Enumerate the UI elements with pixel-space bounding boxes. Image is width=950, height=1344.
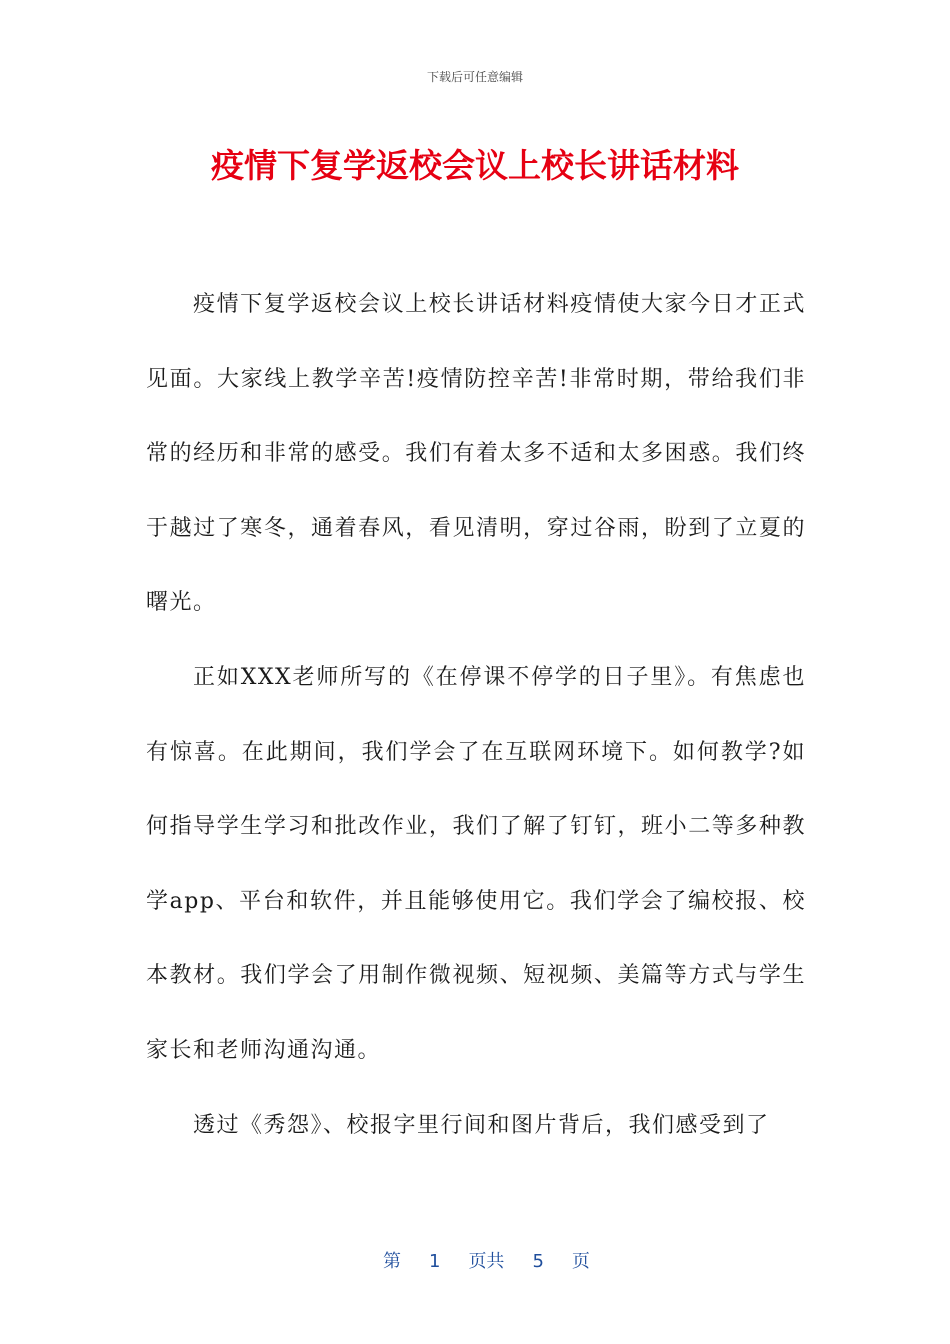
- page-footer: [0, 1226, 950, 1294]
- footer-total-pages: 5: [532, 1251, 544, 1272]
- header-note: 下载后可任意编辑: [426, 70, 523, 84]
- paragraph-3: 透过《秀怨》、校报字里行间和图片背后，我们感受到了: [193, 1112, 770, 1138]
- document-title: 疫情下复学返校会议上校长讲话材料: [211, 146, 739, 185]
- footer-current-page: 1: [428, 1251, 441, 1272]
- document-body: [146, 268, 806, 1163]
- footer-suffix: 页: [571, 1251, 590, 1272]
- footer-prefix: 第: [382, 1251, 401, 1272]
- footer-middle: 页共: [468, 1251, 505, 1272]
- paragraph-1: 疫情下复学返校会议上校长讲话材料疫情使大家今日才正式见面。大家线上教学辛苦!疫情防控辛苦!非常时期，带给我们非常的经历和非常的感受。我们有着太多不适和太多困惑。我们终于越过了寒冬，通着春风，看见清明，穿过谷雨，盼到了立夏的曙光。: [146, 292, 806, 616]
- paragraph-2: 正如XXX老师所写的《在停课不停学的日子里》。有焦虑也有惊喜。在此期间，我们学会了在互联网环境下。如何教学?如何指导学生学习和批改作业，我们了解了钉钉，班小二等多种教学app、平台和软件，并且能够使用它。我们学会了编校报、校本教材。我们学会了用制作微视频、短视频、美篇等方式与学生家长和老师沟通沟通。: [146, 664, 806, 1063]
